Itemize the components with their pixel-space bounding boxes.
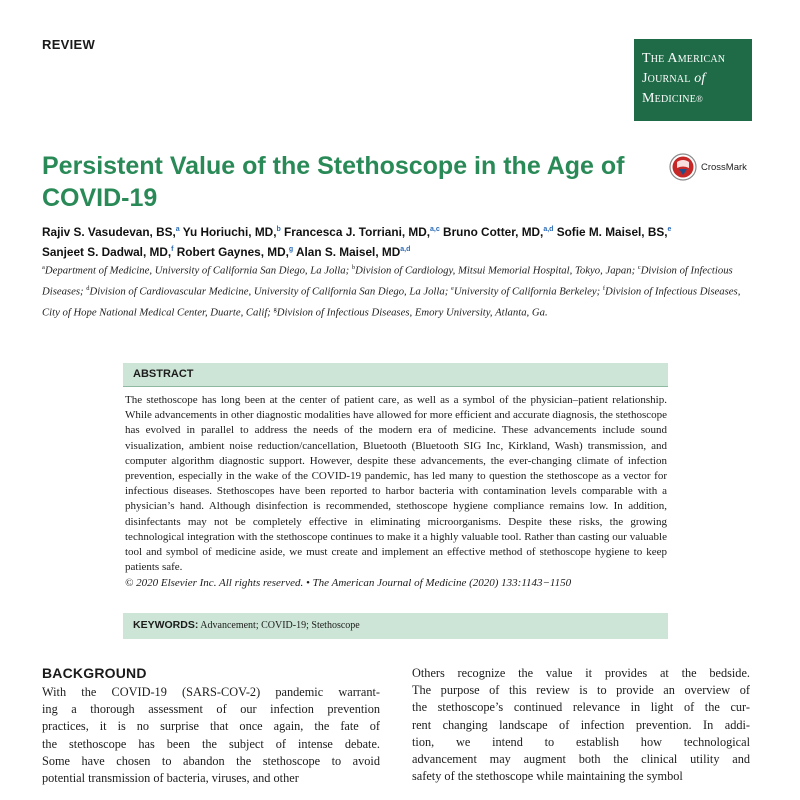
author-affiliation-mark[interactable]: a,d bbox=[400, 245, 411, 253]
author bbox=[284, 225, 440, 239]
affiliation-text: Division of Cardiology, Mitsui Memorial Hospital, Tokyo, Japan; bbox=[355, 264, 636, 277]
journal-logo-line2 bbox=[642, 69, 752, 89]
body-text-line: practices, it is no surprise that once again, the fate of bbox=[42, 719, 380, 734]
author-affiliation-mark[interactable]: b bbox=[276, 226, 281, 233]
author-affiliation-mark[interactable]: a,c bbox=[430, 226, 440, 233]
author bbox=[557, 225, 672, 239]
body-text-line: ing a thorough assessment of our infection prevention bbox=[42, 702, 380, 717]
author-name: Robert Gaynes, MD, bbox=[176, 244, 289, 259]
affiliation-text: Division of Cardiovascular Medicine, University of California San Diego, La Jolla; bbox=[89, 285, 449, 298]
body-column-right bbox=[412, 665, 750, 784]
abstract-box bbox=[123, 363, 668, 643]
body-text-line: The purpose of this review is to provide an overview of bbox=[412, 683, 750, 698]
affiliation-list bbox=[42, 259, 758, 322]
author-affiliation-mark[interactable]: a bbox=[175, 226, 180, 233]
affiliation-mark: d bbox=[86, 285, 90, 293]
author bbox=[42, 225, 180, 239]
crossmark-icon bbox=[669, 153, 697, 181]
author-name: Sanjeet S. Dadwal, MD, bbox=[42, 244, 172, 259]
affiliation-text: Department of Medicine, University of California San Diego, La Jolla; bbox=[44, 264, 350, 277]
crossmark-label: CrossMark bbox=[701, 161, 747, 173]
affiliation-text: Division of Infectious Diseases, Emory University, Atlanta, Ga. bbox=[276, 306, 548, 319]
author-name: Yu Horiuchi, MD, bbox=[182, 224, 277, 239]
journal-logo[interactable] bbox=[634, 39, 752, 121]
body-text-line: the stethoscope’s continued relevance in light of the cur- bbox=[412, 700, 750, 715]
body-column-left bbox=[42, 684, 380, 786]
body-text-line: With the COVID-19 (SARS-COV-2) pandemic warrant- bbox=[42, 685, 380, 699]
crossmark-badge[interactable] bbox=[669, 152, 747, 182]
affiliation-text: Division of Infectious Diseases, City of Hope National Medical Center, Duarte, Calif; bbox=[42, 285, 741, 319]
keywords-bar bbox=[123, 613, 668, 639]
logo-line2-italic: of bbox=[694, 71, 706, 86]
keywords-label: KEYWORDS: bbox=[133, 619, 199, 631]
logo-line2-text: Journal bbox=[642, 71, 691, 86]
abstract-text: The stethoscope has long been at the center of patient care, as well as a symbol of the physician–patient relationship. While advancements in other diagnostic modalities have allowed for more efficient and accurate diagnosis, the stethoscope has evolved in parallel to address the needs of the modern era of medicine. These advancements include sound visualization, ambient noise reduction/cancellation, Bluetooth (Bluetooth SIG Inc, Kirkland, Wash) transmission, and computer algorithm diagnostic support. However, despite these advancements, the ever-changing climate of infection prevention, especially in the wake of the COVID-19 pandemic, has led many to question the stethoscope as a vector for infectious diseases. Stethoscopes have been reported to harbor bacteria with contamination levels comparable with a physician’s hand. Although disinfection is recommended, stethoscope hygiene compliance remains low. In addition, disinfectants may not be completely effective in eliminating microorganisms. Despite these risks, the growing technological integration with the stethoscope continues to make it a highly valuable tool. Rather than casting our valuable tool and symbol of medicine aside, we must create and implement an effective method of stethoscope hygiene to keep patients safe. bbox=[125, 394, 667, 574]
affiliation-mark: f bbox=[602, 285, 606, 293]
author-name: Francesca J. Torriani, MD, bbox=[284, 224, 431, 239]
author-list bbox=[42, 221, 762, 261]
body-text-line: tion, we intend to establish how technological bbox=[412, 734, 750, 749]
author bbox=[443, 225, 553, 239]
section-heading-background: BACKGROUND bbox=[42, 665, 147, 681]
abstract-copyright: © 2020 Elsevier Inc. All rights reserved. • The American Journal of Medicine (2020) 133:1143−1150 bbox=[125, 577, 572, 590]
affiliation-mark: c bbox=[637, 264, 641, 271]
body-text-line: rent changing landscape of infection prevention. In addi- bbox=[412, 717, 750, 732]
affiliation-text: University of California Berkeley; bbox=[453, 285, 601, 298]
author-affiliation-mark[interactable]: f bbox=[171, 245, 174, 253]
affiliation-mark: g bbox=[273, 306, 277, 314]
author-name: Sofie M. Maisel, BS, bbox=[556, 224, 668, 239]
author-name: Alan S. Maisel, MD bbox=[296, 244, 401, 259]
logo-line1-text: The American bbox=[642, 51, 726, 66]
affiliation-mark: e bbox=[450, 285, 454, 293]
body-text-line: the stethoscope has been the subject of intense debate. bbox=[42, 736, 380, 751]
logo-line3-text: Medicine bbox=[642, 91, 697, 107]
body-text-line: safety of the stethoscope while maintaining the symbol bbox=[412, 769, 683, 784]
body-text-line: potential transmission of bacteria, viruses, and other bbox=[42, 771, 299, 786]
author-name: Rajiv S. Vasudevan, BS, bbox=[42, 224, 176, 239]
body-text-line: advancement may augment both the clinical utility and bbox=[412, 752, 750, 767]
body-text-line: Some have chosen to abandon the stethoscope to avoid bbox=[42, 753, 380, 768]
author-affiliation-mark[interactable]: e bbox=[667, 226, 672, 233]
keywords-text: Advancement; COVID-19; Stethoscope bbox=[200, 620, 360, 631]
section-label: REVIEW bbox=[42, 37, 96, 52]
registered-mark: ® bbox=[696, 94, 704, 104]
author-name: Bruno Cotter, MD, bbox=[443, 224, 544, 239]
journal-logo-line1 bbox=[642, 49, 752, 69]
article-title: Persistent Value of the Stethoscope in the Age of COVID-19 bbox=[42, 152, 625, 212]
affiliation-text: Division of Infectious Diseases; bbox=[42, 264, 733, 298]
author bbox=[177, 245, 293, 259]
journal-logo-line3 bbox=[642, 89, 752, 109]
author-affiliation-mark[interactable]: a,d bbox=[543, 226, 554, 233]
author-affiliation-mark[interactable]: g bbox=[288, 245, 294, 253]
affiliation-mark: b bbox=[351, 264, 356, 271]
abstract-heading: ABSTRACT bbox=[123, 363, 668, 387]
author bbox=[42, 245, 174, 259]
affiliation-mark: a bbox=[42, 264, 45, 271]
author bbox=[183, 225, 281, 239]
author bbox=[296, 245, 410, 259]
body-text-line: Others recognize the value it provides at the bedside. bbox=[412, 666, 750, 680]
